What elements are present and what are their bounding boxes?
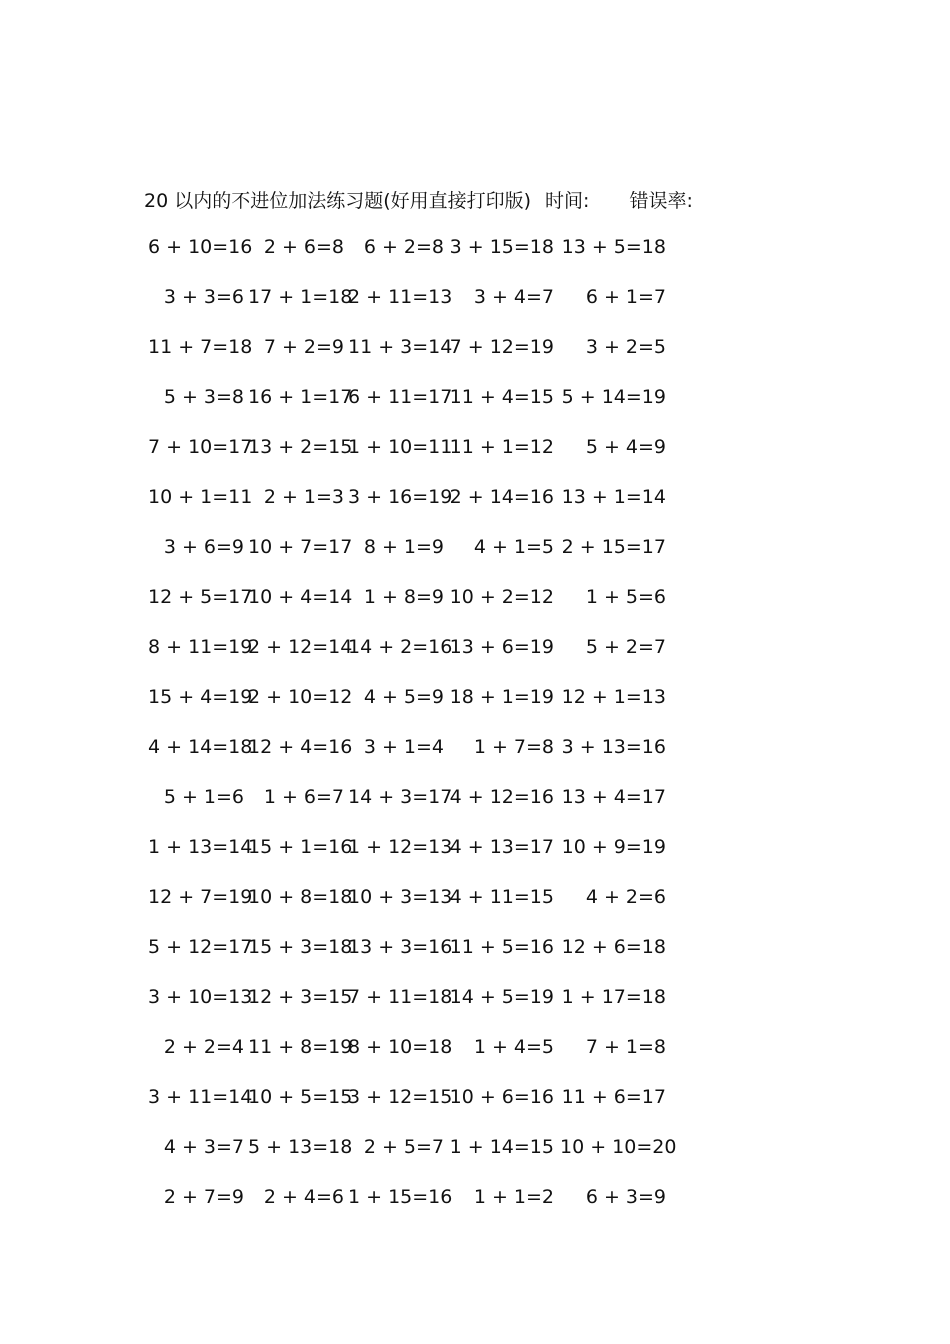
addition-problem: 3 + 3=6 (163, 286, 244, 308)
problem-row (148, 532, 708, 582)
addition-problem: 1 + 4=5 (473, 1036, 554, 1058)
addition-problem: 5 + 12=17 (148, 936, 253, 958)
addition-problem: 1 + 15=16 (348, 1186, 453, 1208)
error-rate-label: 错误率: (629, 190, 693, 212)
addition-problem: 12 + 4=16 (248, 736, 353, 758)
addition-problem: 12 + 7=19 (148, 886, 253, 908)
problem-row (148, 432, 708, 482)
problem-row (148, 882, 708, 932)
addition-problem: 13 + 6=19 (449, 636, 554, 658)
addition-problem: 3 + 4=7 (473, 286, 554, 308)
addition-problem: 18 + 1=19 (449, 686, 554, 708)
problem-row (148, 582, 708, 632)
addition-problem: 6 + 1=7 (585, 286, 666, 308)
addition-problem: 3 + 11=14 (148, 1086, 253, 1108)
addition-problem: 6 + 2=8 (363, 236, 444, 258)
addition-problem: 5 + 1=6 (163, 786, 244, 808)
addition-problem: 3 + 6=9 (163, 536, 244, 558)
problem-row (148, 282, 708, 332)
addition-problem: 2 + 1=3 (263, 486, 344, 508)
addition-problem: 14 + 5=19 (449, 986, 554, 1008)
addition-problem: 13 + 4=17 (561, 786, 666, 808)
addition-problem: 4 + 14=18 (148, 736, 253, 758)
addition-problem: 1 + 10=11 (348, 436, 453, 458)
addition-problem: 3 + 13=16 (561, 736, 666, 758)
addition-problem: 14 + 2=16 (348, 636, 453, 658)
addition-problem: 12 + 6=18 (561, 936, 666, 958)
problem-grid (148, 232, 708, 1232)
addition-problem: 2 + 12=14 (248, 636, 353, 658)
addition-problem: 10 + 7=17 (248, 536, 353, 558)
addition-problem: 15 + 4=19 (148, 686, 253, 708)
addition-problem: 4 + 1=5 (473, 536, 554, 558)
addition-problem: 7 + 1=8 (585, 1036, 666, 1058)
addition-problem: 8 + 10=18 (348, 1036, 453, 1058)
addition-problem: 3 + 10=13 (148, 986, 253, 1008)
addition-problem: 4 + 2=6 (585, 886, 666, 908)
addition-problem: 2 + 6=8 (263, 236, 344, 258)
problem-row (148, 1132, 708, 1182)
addition-problem: 12 + 5=17 (148, 586, 253, 608)
addition-problem: 4 + 3=7 (163, 1136, 244, 1158)
addition-problem: 1 + 14=15 (449, 1136, 554, 1158)
worksheet-title: 20 以内的不进位加法练习题(好用直接打印版) (144, 190, 532, 212)
addition-problem: 11 + 1=12 (449, 436, 554, 458)
problem-row (148, 732, 708, 782)
problem-row (148, 482, 708, 532)
addition-problem: 4 + 11=15 (449, 886, 554, 908)
addition-problem: 6 + 3=9 (585, 1186, 666, 1208)
problem-row (148, 1082, 708, 1132)
addition-problem: 2 + 5=7 (363, 1136, 444, 1158)
worksheet-header (144, 186, 693, 213)
addition-problem: 3 + 2=5 (585, 336, 666, 358)
addition-problem: 13 + 3=16 (348, 936, 453, 958)
addition-problem: 5 + 3=8 (163, 386, 244, 408)
addition-problem: 14 + 3=17 (348, 786, 453, 808)
addition-problem: 10 + 4=14 (248, 586, 353, 608)
problem-row (148, 832, 708, 882)
problem-row (148, 782, 708, 832)
addition-problem: 3 + 1=4 (363, 736, 444, 758)
addition-problem: 3 + 16=19 (348, 486, 453, 508)
problem-row (148, 1032, 708, 1082)
addition-problem: 1 + 7=8 (473, 736, 554, 758)
addition-problem: 10 + 3=13 (348, 886, 453, 908)
addition-problem: 13 + 2=15 (248, 436, 353, 458)
problem-row (148, 1182, 708, 1232)
addition-problem: 8 + 11=19 (148, 636, 253, 658)
problem-row (148, 682, 708, 732)
addition-problem: 2 + 7=9 (163, 1186, 244, 1208)
addition-problem: 4 + 13=17 (449, 836, 554, 858)
addition-problem: 10 + 1=11 (148, 486, 253, 508)
addition-problem: 2 + 4=6 (263, 1186, 344, 1208)
addition-problem: 15 + 3=18 (248, 936, 353, 958)
addition-problem: 2 + 11=13 (348, 286, 453, 308)
addition-problem: 5 + 14=19 (561, 386, 666, 408)
addition-problem: 11 + 8=19 (248, 1036, 353, 1058)
addition-problem: 10 + 8=18 (248, 886, 353, 908)
addition-problem: 5 + 13=18 (248, 1136, 353, 1158)
addition-problem: 11 + 7=18 (148, 336, 253, 358)
addition-problem: 10 + 10=20 (560, 1136, 677, 1158)
addition-problem: 4 + 12=16 (449, 786, 554, 808)
addition-problem: 10 + 5=15 (248, 1086, 353, 1108)
problem-row (148, 932, 708, 982)
addition-problem: 7 + 12=19 (449, 336, 554, 358)
addition-problem: 10 + 2=12 (449, 586, 554, 608)
addition-problem: 10 + 6=16 (449, 1086, 554, 1108)
addition-problem: 6 + 11=17 (348, 386, 453, 408)
problem-row (148, 382, 708, 432)
addition-problem: 5 + 4=9 (585, 436, 666, 458)
addition-problem: 5 + 2=7 (585, 636, 666, 658)
addition-problem: 8 + 1=9 (363, 536, 444, 558)
time-label: 时间: (545, 190, 590, 212)
addition-problem: 3 + 15=18 (449, 236, 554, 258)
addition-problem: 1 + 17=18 (561, 986, 666, 1008)
problem-row (148, 232, 708, 282)
addition-problem: 1 + 1=2 (473, 1186, 554, 1208)
addition-problem: 13 + 5=18 (561, 236, 666, 258)
addition-problem: 4 + 5=9 (363, 686, 444, 708)
addition-problem: 2 + 10=12 (248, 686, 353, 708)
addition-problem: 1 + 6=7 (263, 786, 344, 808)
addition-problem: 17 + 1=18 (248, 286, 353, 308)
addition-problem: 11 + 4=15 (449, 386, 554, 408)
addition-problem: 3 + 12=15 (348, 1086, 453, 1108)
problem-row (148, 632, 708, 682)
addition-problem: 7 + 11=18 (348, 986, 453, 1008)
addition-problem: 1 + 12=13 (348, 836, 453, 858)
addition-problem: 2 + 2=4 (163, 1036, 244, 1058)
addition-problem: 16 + 1=17 (248, 386, 353, 408)
addition-problem: 7 + 2=9 (263, 336, 344, 358)
addition-problem: 10 + 9=19 (561, 836, 666, 858)
addition-problem: 12 + 1=13 (561, 686, 666, 708)
addition-problem: 11 + 6=17 (561, 1086, 666, 1108)
addition-problem: 1 + 5=6 (585, 586, 666, 608)
addition-problem: 11 + 5=16 (449, 936, 554, 958)
addition-problem: 11 + 3=14 (348, 336, 453, 358)
addition-problem: 15 + 1=16 (248, 836, 353, 858)
addition-problem: 6 + 10=16 (148, 236, 253, 258)
addition-problem: 12 + 3=15 (248, 986, 353, 1008)
addition-problem: 1 + 13=14 (148, 836, 253, 858)
addition-problem: 13 + 1=14 (561, 486, 666, 508)
addition-problem: 1 + 8=9 (363, 586, 444, 608)
addition-problem: 7 + 10=17 (148, 436, 253, 458)
problem-row (148, 982, 708, 1032)
addition-problem: 2 + 15=17 (561, 536, 666, 558)
problem-row (148, 332, 708, 382)
addition-problem: 2 + 14=16 (449, 486, 554, 508)
